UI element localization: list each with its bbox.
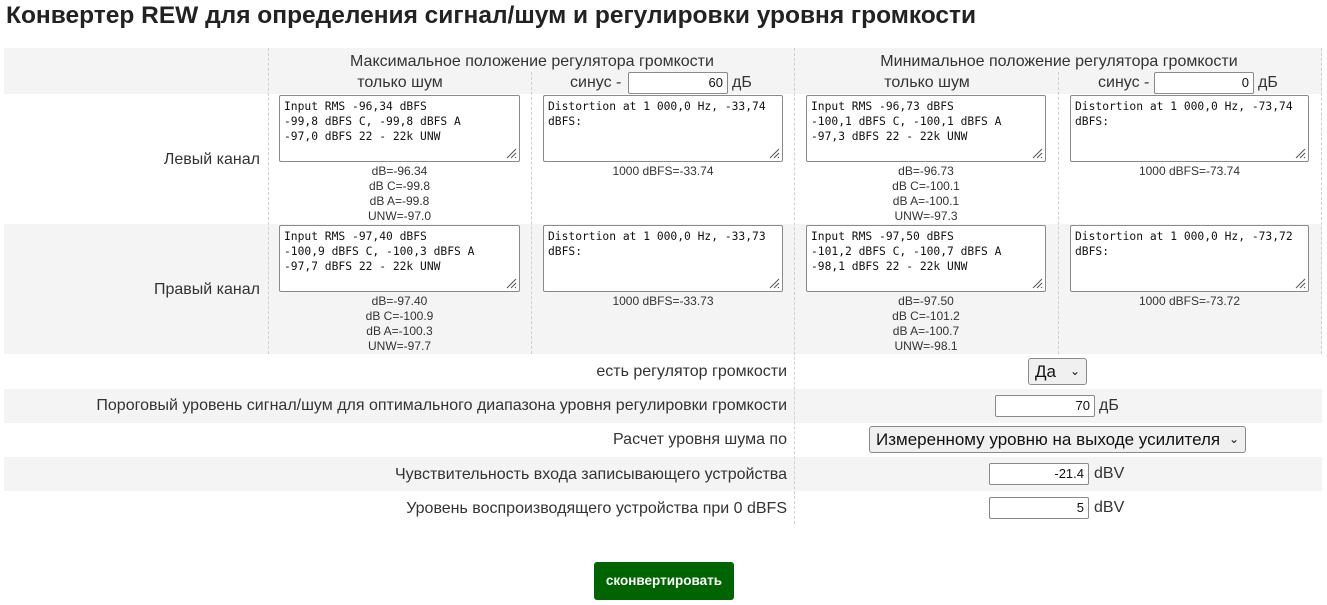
right-min-noise-textarea[interactable] (806, 225, 1046, 292)
result-line: UNW=-97.7 (367, 339, 432, 353)
result-line: dB A=-99.8 (369, 194, 430, 208)
textarea-content: Input RMS -97,50 dBFS -101,2 dBFS C, -100,7 dBFS A -98,1 dBFS 22 - 22k UNW (811, 230, 1002, 273)
textarea-content: Distortion at 1 000,0 Hz, -73,72 dBFS: (1075, 230, 1293, 258)
right-channel-label: Правый канал (154, 281, 260, 298)
left-min-sine-result: 1000 dBFS=-73.74 (1138, 164, 1241, 178)
min-volume-header: Минимальное положение регулятора громкости (880, 53, 1238, 70)
chevron-down-icon: ⌄ (1069, 364, 1080, 378)
threshold-label: Пороговый уровень сигнал/шум для оптимального диапазона уровня регулировки громкости (96, 397, 787, 414)
textarea-content: Input RMS -96,34 dBFS -99,8 dBFS C, -99,8 dBFS A -97,0 dBFS 22 - 22k UNW (284, 100, 461, 143)
result-line: dB A=-100.3 (366, 324, 433, 338)
resize-grip-icon[interactable] (506, 278, 517, 289)
textarea-content: Distortion at 1 000,0 Hz, -33,74 dBFS: (548, 100, 766, 128)
max-sine-label: синус - (570, 74, 622, 91)
min-noise-only-header: только шум (884, 74, 970, 91)
max-noise-only-header: только шум (357, 74, 443, 91)
result-line: dB A=-100.7 (892, 324, 960, 338)
max-sine-input[interactable]: 60 (628, 72, 728, 94)
column-divider (531, 72, 532, 354)
right-min-sine-result: 1000 dBFS=-73.72 (1138, 294, 1241, 308)
noise-calc-label: Расчет уровня шума по (613, 431, 787, 448)
page-title: Конвертер REW для определения сигнал/шум и регулировки уровня громкости (6, 2, 977, 29)
playback-label: Уровень воспроизводящего устройства при 0 dBFS (406, 500, 787, 517)
result-line: dB=-97.50 (898, 294, 954, 308)
left-channel-label: Левый канал (163, 151, 260, 168)
select-value: Измеренному уровню на выходе усилителя (876, 430, 1221, 449)
min-sine-unit: дБ (1258, 74, 1278, 91)
left-max-sine-result: 1000 dBFS=-33.74 (612, 164, 714, 178)
sensitivity-unit: dBV (1094, 465, 1125, 482)
result-line: dB C=-101.2 (892, 309, 960, 323)
max-sine-unit: дБ (732, 74, 752, 91)
result-line: dB C=-100.9 (365, 309, 434, 323)
resize-grip-icon[interactable] (506, 148, 517, 159)
result-line: dB C=-100.1 (892, 179, 960, 193)
right-max-sine-textarea[interactable] (543, 225, 783, 292)
min-sine-label: синус - (1098, 74, 1150, 91)
result-line: dB C=-99.8 (368, 179, 431, 193)
left-max-noise-result (279, 164, 520, 224)
result-line: dB A=-100.1 (892, 194, 960, 208)
select-value: Да (1035, 362, 1056, 381)
right-max-sine-result: 1000 dBFS=-33.73 (612, 294, 714, 308)
textarea-content: Input RMS -96,73 dBFS -100,1 dBFS C, -100,1 dBFS A -97,3 dBFS 22 - 22k UNW (811, 100, 1002, 143)
result-line: dB=-96.73 (898, 164, 954, 178)
left-max-sine-textarea[interactable] (543, 95, 783, 162)
resize-grip-icon[interactable] (1032, 148, 1043, 159)
textarea-content: Distortion at 1 000,0 Hz, -73,74 dBFS: (1075, 100, 1293, 128)
playback-input[interactable]: 5 (989, 497, 1089, 519)
column-divider (794, 48, 795, 524)
sensitivity-label: Чувствительность входа записывающего устройства (394, 466, 787, 483)
right-min-sine-textarea[interactable] (1070, 225, 1309, 292)
right-min-noise-result (806, 294, 1046, 354)
resize-grip-icon[interactable] (1295, 278, 1306, 289)
result-line: dB=-97.40 (371, 294, 428, 308)
resize-grip-icon[interactable] (1295, 148, 1306, 159)
left-min-noise-textarea[interactable] (806, 95, 1046, 162)
min-sine-input[interactable]: 0 (1154, 72, 1254, 94)
sensitivity-input[interactable]: -21.4 (989, 463, 1089, 485)
resize-grip-icon[interactable] (769, 278, 780, 289)
left-min-sine-textarea[interactable] (1070, 95, 1309, 162)
max-volume-header: Максимальное положение регулятора громкости (350, 53, 714, 70)
column-divider (1321, 48, 1322, 354)
threshold-input[interactable]: 70 (995, 395, 1095, 417)
result-line: UNW=-98.1 (894, 339, 958, 353)
column-divider (268, 48, 269, 354)
left-max-noise-textarea[interactable] (279, 95, 520, 162)
right-max-noise-result (279, 294, 520, 354)
textarea-content: Input RMS -97,40 dBFS -100,9 dBFS C, -100,3 dBFS A -97,7 dBFS 22 - 22k UNW (284, 230, 475, 273)
result-line: dB=-96.34 (371, 164, 428, 178)
convert-button[interactable]: сконвертировать (594, 562, 734, 600)
threshold-unit: дБ (1099, 397, 1119, 414)
left-min-noise-result (806, 164, 1046, 224)
result-line: UNW=-97.0 (367, 209, 432, 223)
textarea-content: Distortion at 1 000,0 Hz, -33,73 dBFS: (548, 230, 766, 258)
resize-grip-icon[interactable] (1032, 278, 1043, 289)
result-line: UNW=-97.3 (894, 209, 958, 223)
noise-calc-select[interactable] (869, 426, 1246, 453)
chevron-down-icon: ⌄ (1228, 432, 1239, 446)
right-max-noise-textarea[interactable] (279, 225, 520, 292)
playback-unit: dBV (1094, 499, 1125, 516)
column-divider (1058, 72, 1059, 354)
volume-control-label: есть регулятор громкости (596, 363, 787, 380)
volume-control-select[interactable] (1028, 358, 1087, 385)
resize-grip-icon[interactable] (769, 148, 780, 159)
